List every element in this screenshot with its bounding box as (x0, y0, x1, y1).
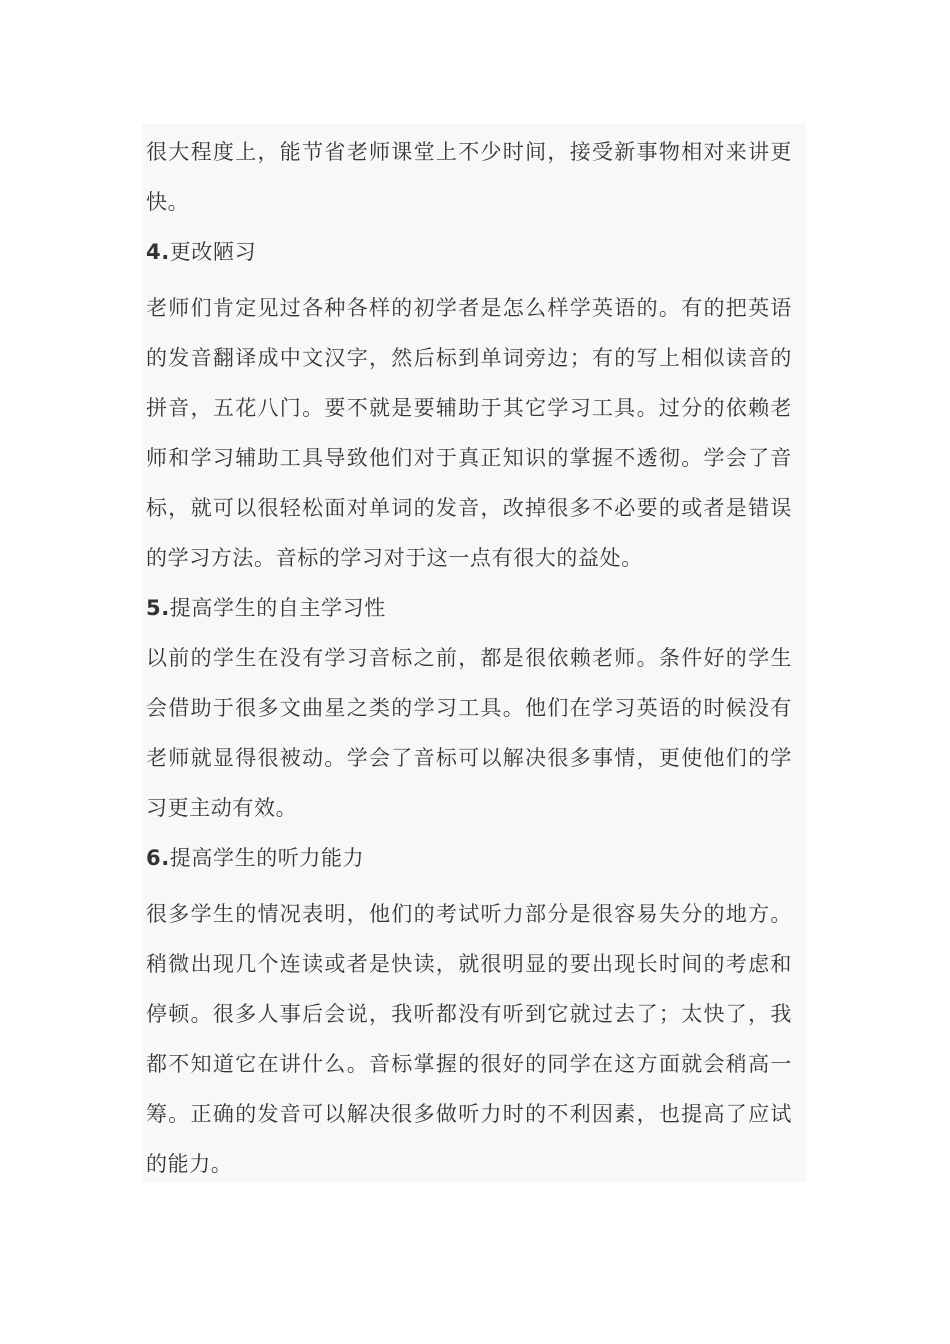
paragraph-6: 很多学生的情况表明，他们的考试听力部分是很容易失分的地方。稍微出现几个连读或者是快读，就很明显的要出现长时间的考虑和停顿。很多人事后会说，我听都没有听到它就过去了；太快了，我都不知道它在讲什么。音标掌握的很好的同学在这方面就会稍高一筹。正确的发音可以解决很多做听力时的不利因素，也提高了应试的能力。 (146, 902, 792, 1176)
heading-5 (146, 583, 792, 633)
heading-4 (146, 227, 792, 277)
heading-4-text: 更改陋习 (169, 240, 257, 264)
heading-6 (146, 833, 792, 883)
heading-6-number: 6. (146, 846, 170, 870)
document-content (142, 124, 806, 1182)
heading-5-number: 5. (146, 596, 170, 620)
paragraph-intro-tail: 很大程度上，能节省老师课堂上不少时间，接受新事物相对来讲更快。 (146, 140, 792, 214)
paragraph-4: 老师们肯定见过各种各样的初学者是怎么样学英语的。有的把英语的发音翻译成中文汉字，然后标到单词旁边；有的写上相似读音的拼音，五花八门。要不就是要辅助于其它学习工具。过分的依赖老师和学习辅助工具导致他们对于真正知识的掌握不透彻。学会了音标，就可以很轻松面对单词的发音，改掉很多不必要的或者是错误的学习方法。音标的学习对于这一点有很大的益处。 (146, 296, 792, 570)
heading-5-text: 提高学生的自主学习性 (169, 596, 386, 620)
heading-6-text: 提高学生的听力能力 (169, 846, 365, 870)
heading-4-number: 4. (146, 240, 170, 264)
paragraph-5: 以前的学生在没有学习音标之前，都是很依赖老师。条件好的学生会借助于很多文曲星之类的学习工具。他们在学习英语的时候没有老师就显得很被动。学会了音标可以解决很多事情，更使他们的学习更主动有效。 (146, 646, 792, 820)
